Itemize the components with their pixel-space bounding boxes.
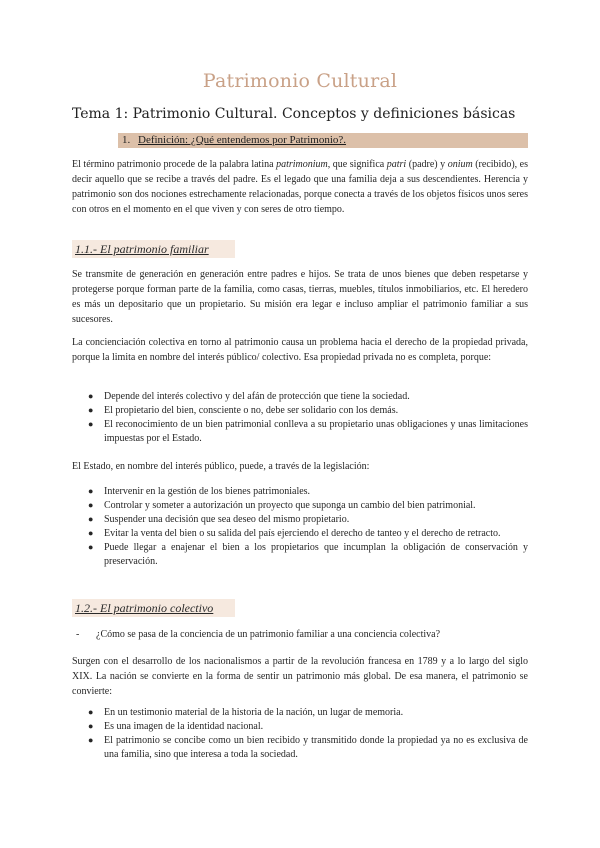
list-item-text: El propietario del bien, consciente o no, debe ser solidario con los demás. <box>104 405 399 416</box>
familiar-paragraph-3: El Estado, en nombre del interés público, puede, a través de la legislación: <box>72 461 370 472</box>
list-item-text: Intervenir en la gestión de los bienes patrimoniales. <box>104 486 311 497</box>
list-item <box>86 734 528 761</box>
intro-text-a: El término patrimonio procede de la palabra latina <box>72 159 277 170</box>
list-item <box>86 499 528 513</box>
intro-term-patri: patri <box>386 159 407 170</box>
list-item <box>86 513 528 527</box>
familiar-paragraph-2: La concienciación colectiva en torno al patrimonio causa un problema hacia el derecho de la propiedad privada, porque la limita en nombre del interés público/ colectivo. Esa propiedad privada no es completa, porque: <box>72 337 528 363</box>
list-item <box>86 390 528 404</box>
list-item-text: El reconocimiento de un bien patrimonial conlleva a su propietario unas obligaciones y unas limitaciones impuestas por el Estado. <box>104 419 528 444</box>
section-number: 1. <box>122 134 131 146</box>
list-item-text: Depende del interés colectivo y del afán de protección que tiene la sociedad. <box>104 391 410 402</box>
bullet-icon: ● <box>88 528 94 538</box>
list-item <box>86 404 528 418</box>
list-item-text: Controlar y someter a autorización un proyecto que suponga un cambio del bien patrimonial. <box>104 500 476 511</box>
bullet-icon: ● <box>88 542 94 552</box>
bullet-icon: ● <box>88 391 94 401</box>
familiar-paragraph-1: Se transmite de generación en generación entre padres e hijos. Se trata de unos bienes que deben respetarse y protegerse porque forman parte de la familia, como casas, tierras, muebles, títulos inmobiliarios, etc. El heredero es más un depositario que un propietario. Su misión era legar e incluso ampliar el patrimonio familiar a sus sucesores. <box>72 269 528 325</box>
bullet-icon: ● <box>88 721 94 731</box>
bullet-icon: ● <box>88 514 94 524</box>
colectivo-paragraph: Surgen con el desarrollo de los nacionalismos a partir de la revolución francesa en 1789 y a lo largo del siglo XIX. La nación se convierte en la forma de sentir un patrimonio más global. De esa manera, el patrimonio se convierte: <box>72 656 528 697</box>
dash-marker: - <box>76 629 80 640</box>
intro-text-c: , que significa <box>327 159 387 170</box>
question-line <box>72 627 528 642</box>
list-item <box>86 485 528 499</box>
list-item-text: En un testimonio material de la historia de la nación, un lugar de memoria. <box>104 707 404 718</box>
bullet-icon: ● <box>88 500 94 510</box>
list-item-text: El patrimonio se concibe como un bien recibido y transmitido donde la propiedad ya no es exclusiva de una familia, sino que interesa a toda la sociedad. <box>104 735 528 760</box>
section-heading-1 <box>118 133 528 148</box>
intro-text-e: (padre) y <box>406 159 448 170</box>
colectivo-list <box>86 706 528 762</box>
bullet-icon: ● <box>88 405 94 415</box>
question-text: ¿Cómo se pasa de la conciencia de un patrimonio familiar a una conciencia colectiva? <box>96 629 441 640</box>
list-item <box>86 541 528 568</box>
familiar-list-1 <box>86 390 528 446</box>
list-item <box>86 720 528 734</box>
list-item-text: Es una imagen de la identidad nacional. <box>104 721 264 732</box>
bullet-icon: ● <box>88 419 94 429</box>
bullet-icon: ● <box>88 735 94 745</box>
list-item-text: Puede llegar a enajenar el bien a los propietarios que incumplan la obligación de conservación y preservación. <box>104 542 528 567</box>
familiar-list-2 <box>86 485 528 569</box>
topic-heading: Tema 1: Patrimonio Cultural. Conceptos y definiciones básicas <box>72 106 516 122</box>
list-item-text: Suspender una decisión que sea deseo del mismo propietario. <box>104 514 350 525</box>
bullet-icon: ● <box>88 707 94 717</box>
list-item <box>86 527 528 541</box>
subsection-heading-1-1: 1.1.- El patrimonio familiar <box>72 240 235 258</box>
intro-paragraph <box>72 157 528 217</box>
section-label: Definición: ¿Qué entendemos por Patrimonio?. <box>138 134 347 146</box>
subsection-heading-1-2: 1.2.- El patrimonio colectivo <box>72 599 235 617</box>
intro-term-patrimonium: patrimonium <box>276 159 328 170</box>
intro-term-onium: onium <box>447 159 473 170</box>
bullet-icon: ● <box>88 486 94 496</box>
document-title: Patrimonio Cultural <box>202 70 398 92</box>
list-item-text: Evitar la venta del bien o su salida del país ejerciendo el derecho de tanteo y el derecho de retracto. <box>104 528 501 539</box>
intro-text-g: (recibido), es decir aquello que se recibe a través del padre. Es el legado que una familia deja a sus descendientes. Herencia y patrimonio son dos nociones estrechamente relacionadas, porque conecta a través de los objetos físicos unos seres con otros en el momento en el que viven y con seres de otro tiempo. <box>72 159 529 215</box>
list-item <box>86 418 528 445</box>
list-item <box>86 706 528 720</box>
